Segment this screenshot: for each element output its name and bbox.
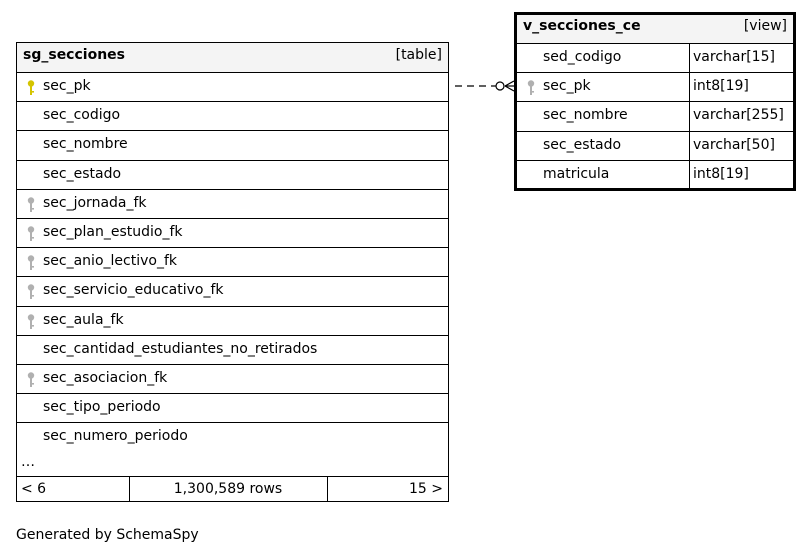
column-name: sec_pk xyxy=(543,78,591,95)
zero-optional-marker xyxy=(496,82,504,90)
column-name: sec_plan_estudio_fk xyxy=(43,224,183,240)
column-name: sed_codigo xyxy=(543,49,622,65)
table-name: sg_secciones xyxy=(23,47,125,63)
column-row[interactable] xyxy=(517,161,793,190)
table-footer xyxy=(17,477,448,501)
column-row[interactable] xyxy=(17,336,448,365)
column-name: sec_estado xyxy=(543,136,622,153)
column-name: sec_pk xyxy=(43,78,91,94)
column-name: sec_jornada_fk xyxy=(43,194,147,211)
column-row[interactable] xyxy=(517,102,793,131)
column-divider xyxy=(689,132,690,160)
foreign-key-icon xyxy=(26,196,36,214)
children-count[interactable]: 15 > xyxy=(409,481,443,497)
column-row[interactable] xyxy=(17,102,448,131)
column-name: sec_cantidad_estudiantes_no_retirados xyxy=(43,340,318,357)
column-row[interactable] xyxy=(17,73,448,102)
column-type: int8[19] xyxy=(693,165,749,182)
column-name: sec_nombre xyxy=(43,136,128,153)
column-row[interactable] xyxy=(17,219,448,248)
many-marker-top xyxy=(505,81,514,86)
primary-key-icon xyxy=(26,79,36,97)
column-name: sec_asociacion_fk xyxy=(43,370,168,386)
column-row[interactable] xyxy=(17,190,448,219)
column-divider xyxy=(689,161,690,190)
foreign-key-icon xyxy=(26,371,36,389)
column-row[interactable] xyxy=(17,423,448,452)
foreign-key-icon xyxy=(26,254,36,272)
sg-secciones-table[interactable] xyxy=(16,42,449,502)
column-row[interactable] xyxy=(517,44,793,73)
column-row[interactable] xyxy=(17,277,448,306)
column-name: sec_aula_fk xyxy=(43,311,124,328)
column-name: matricula xyxy=(543,165,610,182)
column-row[interactable] xyxy=(17,394,448,423)
column-name: sec_servicio_educativo_fk xyxy=(43,282,224,299)
column-divider xyxy=(689,44,690,72)
column-row[interactable] xyxy=(17,307,448,336)
foreign-key-icon xyxy=(26,283,36,301)
column-name: sec_nombre xyxy=(543,107,628,124)
v-secciones-ce-view[interactable] xyxy=(514,12,796,191)
column-divider xyxy=(689,102,690,130)
view-header[interactable] xyxy=(517,15,793,44)
column-name: sec_estado xyxy=(43,165,122,182)
column-row[interactable] xyxy=(17,161,448,190)
footer-divider xyxy=(327,477,328,501)
column-name: sec_anio_lectivo_fk xyxy=(43,253,177,270)
column-name: sec_codigo xyxy=(43,107,121,124)
table-header[interactable] xyxy=(17,43,448,73)
column-name: sec_tipo_periodo xyxy=(43,399,161,416)
column-type: varchar[255] xyxy=(693,107,784,124)
view-kind: [view] xyxy=(743,18,787,34)
column-row[interactable] xyxy=(17,365,448,394)
foreign-key-icon xyxy=(26,225,36,243)
column-type: varchar[15] xyxy=(693,49,775,65)
table-kind: [table] xyxy=(395,47,442,63)
column-type: varchar[50] xyxy=(693,136,775,153)
generated-by-label: Generated by SchemaSpy xyxy=(16,527,199,543)
column-row[interactable] xyxy=(517,132,793,161)
ellipsis: … xyxy=(21,454,35,470)
column-type: int8[19] xyxy=(693,78,749,95)
row-count: 1,300,589 rows xyxy=(173,481,283,497)
more-columns-row xyxy=(17,453,448,477)
foreign-key-icon xyxy=(526,79,536,97)
column-row[interactable] xyxy=(17,248,448,277)
column-row[interactable] xyxy=(17,131,448,160)
view-name: v_secciones_ce xyxy=(523,18,641,34)
column-divider xyxy=(689,73,690,101)
parents-count[interactable]: < 6 xyxy=(21,481,47,497)
foreign-key-icon xyxy=(26,313,36,331)
many-marker-bottom xyxy=(505,86,514,91)
column-name: sec_numero_periodo xyxy=(43,428,188,445)
column-row[interactable] xyxy=(517,73,793,102)
